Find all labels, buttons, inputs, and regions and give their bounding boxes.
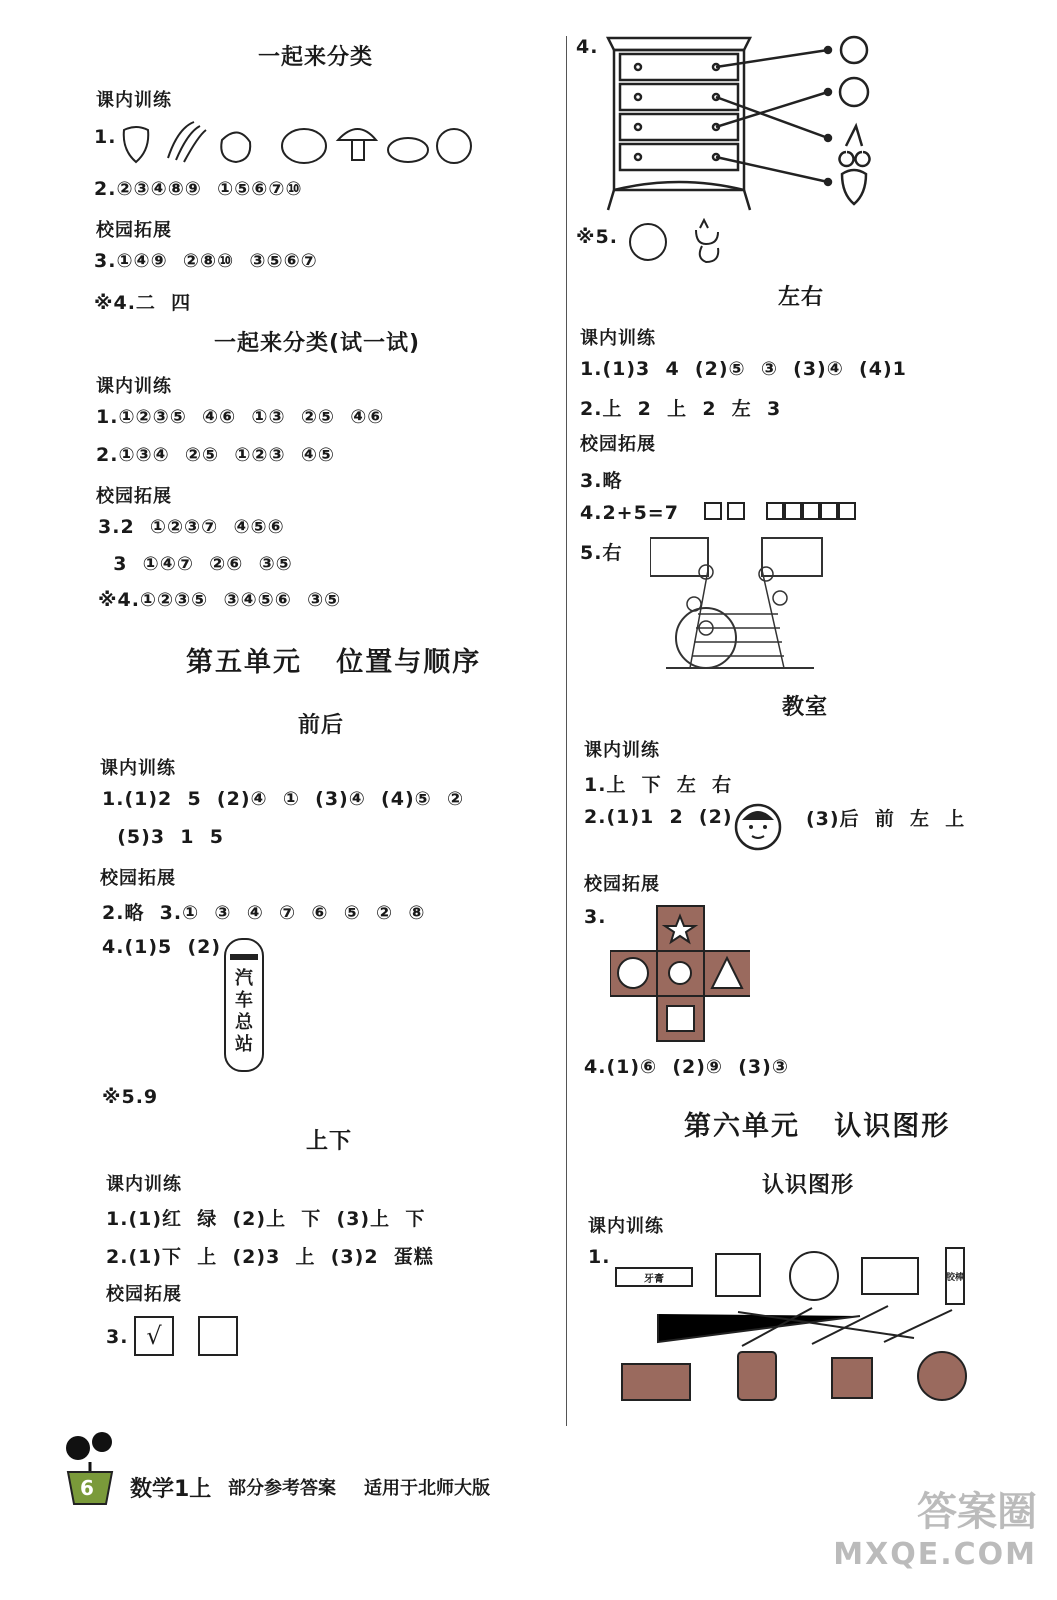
kiwi-icon	[841, 37, 867, 63]
section-label: 校园拓展	[580, 434, 656, 455]
watermark	[833, 1480, 1037, 1572]
answer-line: 2.①③④ ②⑤ ①②③ ④⑤	[96, 444, 335, 466]
answer-line: 2.上 2 上 2 左 3	[580, 398, 782, 420]
answer-line: 1.(1)3 4 (2)⑤ ③ (3)④ (4)1	[580, 358, 907, 380]
edition-label: 适用于北师大版	[364, 1478, 490, 1499]
section-label: 课内训练	[96, 90, 172, 111]
ball-icon	[790, 1252, 838, 1300]
book-subtitle: 部分参考答案	[228, 1478, 336, 1499]
strawberry-icon	[124, 127, 149, 162]
eggplant-icon	[388, 138, 428, 162]
book-title: 数学1上	[130, 1477, 212, 1502]
glue-label: 胶棒	[945, 1273, 965, 1283]
bus-stop-sign	[224, 938, 264, 1072]
rabbit-icon	[696, 220, 718, 262]
column-divider	[566, 36, 567, 1426]
section-label: 课内训练	[580, 328, 656, 349]
watermark-logo: 答案圈	[917, 1489, 1037, 1535]
section-title: 认识图形	[762, 1173, 855, 1198]
answer-line: 2.(1)1 2 (2)	[584, 806, 733, 828]
section-title: 教室	[782, 695, 829, 720]
square-group-2	[704, 502, 745, 524]
child-face-icon	[734, 800, 784, 854]
unit-title: 第五单元 位置与顺序	[186, 647, 482, 678]
answer-line: 2.略 3.① ③ ④ ⑦ ⑥ ⑤ ② ⑧	[102, 902, 426, 924]
answer-line: 3.	[106, 1326, 129, 1348]
page-number: 6	[80, 1476, 94, 1500]
cherry-icon	[840, 126, 870, 166]
answer-line: 4.	[576, 36, 599, 58]
watermark-url: MXQE.COM	[833, 1537, 1037, 1572]
answer-line: 3.	[584, 906, 607, 928]
section-label: 课内训练	[96, 376, 172, 397]
bus-stop-label: 汽车总站	[235, 968, 253, 1055]
pumpkin-icon	[282, 129, 326, 163]
cube-icon	[832, 1358, 872, 1398]
unit-title: 第六单元 认识图形	[684, 1111, 951, 1142]
section-label: 校园拓展	[584, 874, 660, 895]
answer-line: 5.右	[580, 542, 623, 564]
answer-line: 4.(1)⑥ (2)⑨ (3)③	[584, 1056, 789, 1078]
section-title: 上下	[306, 1129, 353, 1154]
cube-net	[610, 904, 750, 1044]
answer-line: 1.(1)红 绿 (2)上 下 (3)上 下	[106, 1208, 426, 1230]
answer-line: ※4.二 四	[94, 292, 192, 314]
section-label: 校园拓展	[96, 486, 172, 507]
answer-line: (3)后 前 左 上	[806, 808, 966, 830]
box-icon	[862, 1258, 918, 1294]
section-title: 左右	[778, 285, 825, 310]
checkbox-empty	[198, 1316, 238, 1356]
banana-icon	[168, 122, 206, 162]
cylinder-icon	[738, 1352, 776, 1400]
answer-line: 1.	[94, 126, 117, 148]
answer-line: 3.2 ①②③⑦ ④⑤⑥	[98, 516, 285, 538]
staircase-scene	[650, 534, 830, 674]
answer-line: 4.(1)5 (2)	[102, 936, 222, 958]
circled-answer	[676, 608, 736, 668]
watermelon-icon	[630, 224, 666, 260]
answer-line: 1.(1)2 5 (2)④ ① (3)④ (4)⑤ ②	[102, 788, 465, 810]
orange-icon	[840, 78, 868, 106]
mushroom-icon	[338, 129, 376, 160]
cuboid-icon	[622, 1364, 690, 1400]
answer-line: 1.①②③⑤ ④⑥ ①③ ②⑤ ④⑥	[96, 406, 385, 428]
square-group-5	[766, 502, 856, 524]
section-label: 课内训练	[584, 740, 660, 761]
section-label: 课内训练	[588, 1216, 664, 1237]
answer-line: 2.②③④⑧⑨ ①⑤⑥⑦⑩	[94, 178, 303, 200]
answer-line: ※5.9	[102, 1086, 159, 1108]
rubiks-cube-icon	[716, 1254, 760, 1296]
circle-icon	[618, 958, 648, 988]
answer-images	[626, 218, 736, 268]
section-label: 课内训练	[100, 758, 176, 779]
toothpaste-label: 牙膏	[644, 1274, 664, 1285]
section-label: 校园拓展	[106, 1284, 182, 1305]
peach-icon	[221, 132, 250, 162]
section-label: 课内训练	[106, 1174, 182, 1195]
answer-line: 3.略	[580, 470, 623, 492]
section-title: 一起来分类(试一试)	[214, 331, 421, 356]
checkbox-checked: √	[134, 1316, 174, 1356]
answer-line: 4.2+5=7	[580, 502, 679, 524]
answer-line: 2.(1)下 上 (2)3 上 (3)2 蛋糕	[106, 1246, 434, 1268]
section-title: 一起来分类	[258, 45, 374, 70]
answer-line: 3.①④⑨ ②⑧⑩ ③⑤⑥⑦	[94, 250, 318, 272]
answer-line: 1.上 下 左 右	[584, 774, 733, 796]
shape-matching-diagram	[612, 1242, 972, 1412]
section-label: 校园拓展	[96, 220, 172, 241]
answer-line: ※5.	[576, 226, 618, 248]
square-icon	[667, 1006, 694, 1031]
answer-line: ※4.①②③⑤ ③④⑤⑥ ③⑤	[98, 589, 342, 611]
child-figure	[773, 591, 787, 605]
sun-icon	[669, 962, 691, 984]
tomato-icon	[437, 129, 471, 163]
answer-line: (5)3 1 5	[102, 826, 224, 848]
section-title: 前后	[298, 713, 345, 738]
answer-line: 1.	[588, 1246, 611, 1268]
dresser-matching-diagram	[602, 34, 882, 214]
fruit-vegetable-icons	[118, 118, 478, 168]
sphere-icon	[918, 1352, 966, 1400]
answer-line: 3 ①④⑦ ②⑥ ③⑤	[98, 553, 293, 575]
plant-pot-icon	[60, 1432, 120, 1512]
section-label: 校园拓展	[100, 868, 176, 889]
strawberry-icon	[842, 170, 866, 204]
